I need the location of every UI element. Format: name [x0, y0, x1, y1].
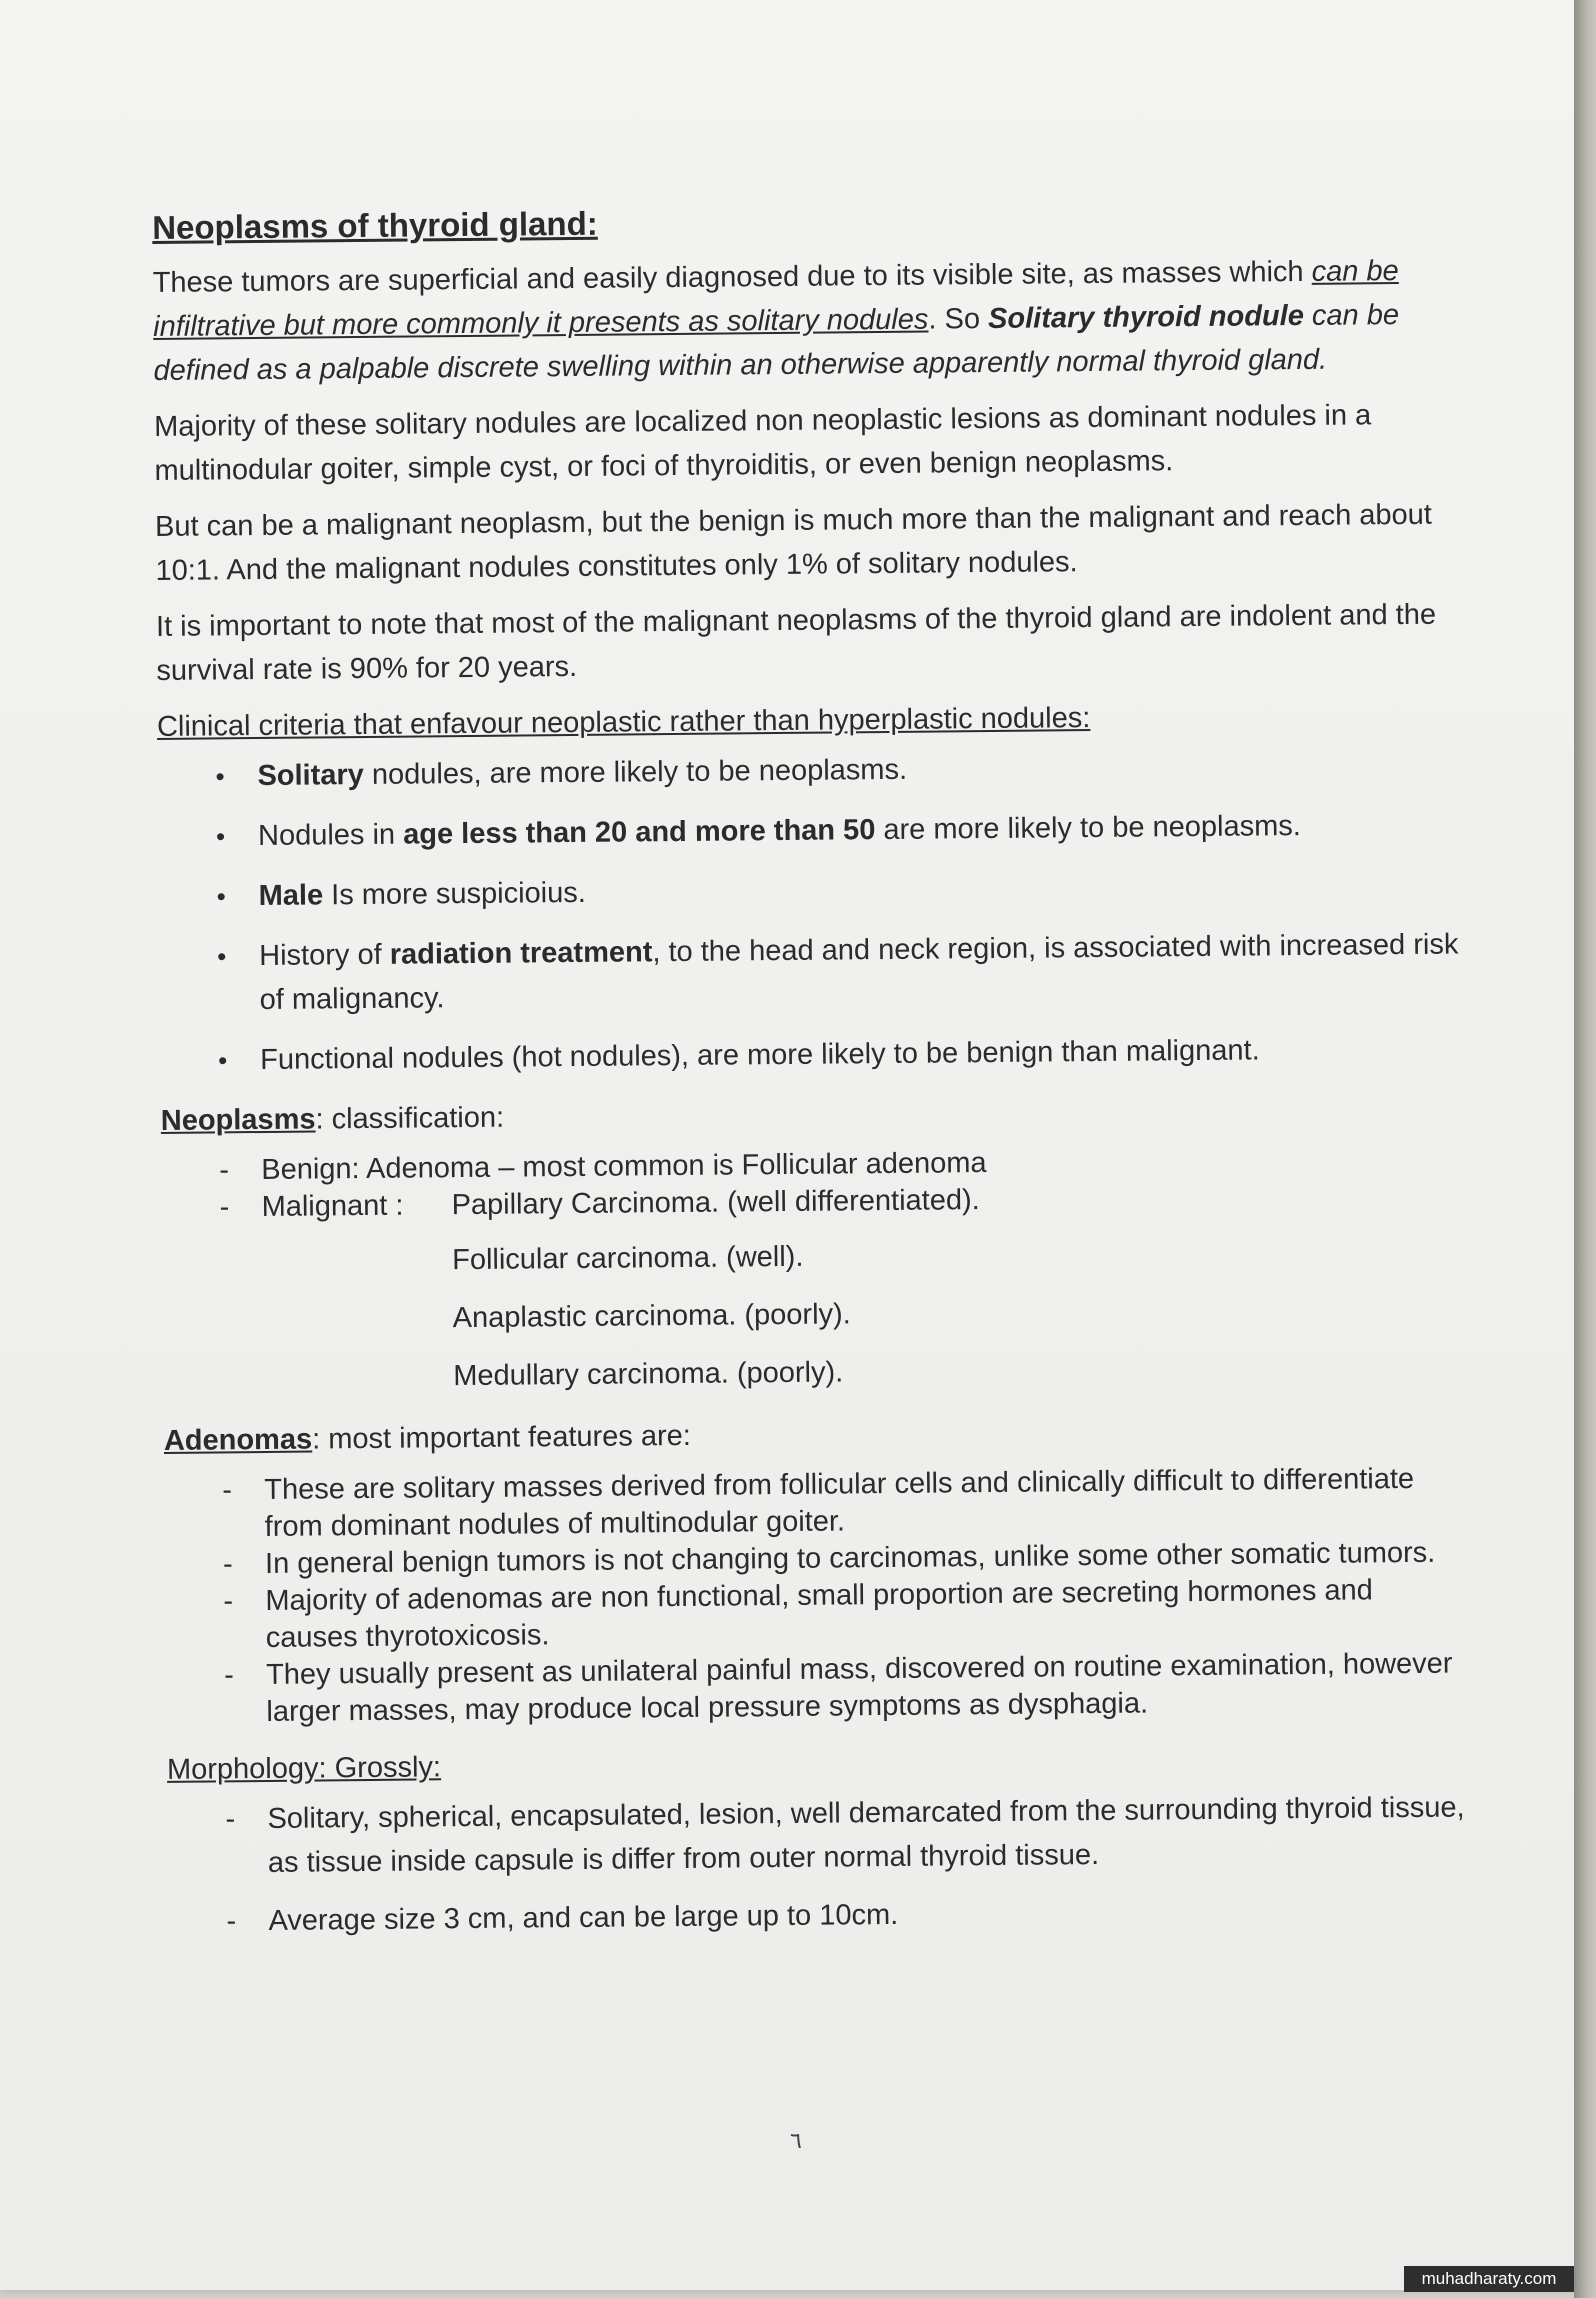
- criteria-text: Functional nodules (hot nodules), are more likely to be benign than malignant.: [260, 1034, 1260, 1076]
- malignant-type: Anaplastic carcinoma. (poorly).: [452, 1298, 851, 1335]
- criteria-item: [216, 862, 1458, 918]
- intro-text-3: . So: [928, 302, 989, 336]
- criteria-title: Clinical criteria that enfavour neoplastic rather than hyperplastic nodules:: [156, 702, 1091, 743]
- criteria-item: [216, 802, 1458, 858]
- criteria-bold: age less than 20 and more than 50: [402, 814, 876, 851]
- malignant-sublist: [162, 1228, 1463, 1400]
- criteria-text: Is more suspicioius.: [322, 876, 586, 912]
- adenomas-title: [164, 1406, 1464, 1462]
- morphology-title: Morphology: Grossly:: [166, 1751, 442, 1786]
- criteria-text: History of: [259, 938, 390, 973]
- criteria-bold: radiation treatment: [389, 936, 653, 971]
- intro-underlined-text: can be infiltrative but more commonly it presents as solitary nodules: [153, 255, 1399, 343]
- malignant-type: Follicular carcinoma. (well).: [451, 1240, 804, 1277]
- document-body: [152, 193, 1469, 1958]
- intro-bold-term: Solitary thyroid nodule: [987, 299, 1305, 335]
- classification-list: [161, 1140, 1462, 1226]
- criteria-text: , to the head and neck region, is associated with increased risk of malignancy.: [259, 928, 1459, 1017]
- page-edge-shadow: [1574, 0, 1596, 2298]
- malignant-type: Papillary Carcinoma. (well differentiated).: [451, 1184, 980, 1222]
- adenomas-title-rest: : most important features are:: [311, 1419, 692, 1456]
- criteria-item: [218, 1026, 1460, 1082]
- watermark-label: muhadharaty.com: [1404, 2266, 1574, 2292]
- paragraph-survival: It is important to note that most of the malignant neoplasms of the thyroid gland are indolent and the survival rate is 90% for 20 years.: [155, 598, 1437, 687]
- criteria-bold: Solitary: [257, 758, 365, 793]
- intro-text-1: These tumors are superficial and easily diagnosed due to its visible site, as masses which: [152, 255, 1312, 299]
- morphology-item: - Average size 3 cm, and can be large up to 10cm.: [226, 1887, 1468, 1943]
- criteria-item: [215, 742, 1457, 798]
- classification-title: [161, 1086, 1461, 1142]
- morphology-item: - Solitary, spherical, encapsulated, lesion, well demarcated from the surrounding thyroid tissue, as tissue inside capsule is differ from outer normal thyroid tissue.: [225, 1785, 1468, 1885]
- criteria-text: Nodules in: [257, 818, 404, 853]
- classification-title-rest: : classification:: [315, 1101, 505, 1136]
- criteria-list: [157, 742, 1460, 1082]
- malignant-type: Medullary carcinoma. (poorly).: [453, 1356, 844, 1393]
- morphology-list: [167, 1785, 1468, 1943]
- adenoma-feature: - These are solitary masses derived from follicular cells and clinically difficult to differentiate from dominant nodules of multinodular goiter.: [222, 1460, 1465, 1546]
- adenoma-feature: - Majority of adenomas are non functional, small proportion are secreting hormones and causes thyrotoxicosis.: [223, 1571, 1466, 1657]
- criteria-text: nodules, are more likely to be neoplasms.: [363, 753, 908, 791]
- classification-benign: - Benign: Adenoma – most common is Follicular adenoma: [219, 1140, 1461, 1189]
- intro-paragraph: [153, 249, 1454, 393]
- classification-title-bold: Neoplasms: [160, 1103, 316, 1137]
- page-number: ٦: [790, 2128, 802, 2153]
- document-heading: Neoplasms of thyroid gland:: [152, 204, 598, 246]
- criteria-text: are more likely to be neoplasms.: [875, 810, 1302, 847]
- adenoma-feature: - They usually present as unilateral painful mass, discovered on routine examination, however larger masses, may produce local pressure symptoms as dysphagia.: [224, 1645, 1467, 1731]
- adenomas-list: [164, 1460, 1466, 1731]
- malignant-label: - Malignant :: [261, 1189, 404, 1223]
- paragraph-malignant-ratio: But can be a malignant neoplasm, but the benign is much more than the malignant and reach about 10:1. And the malignant nodules constitutes only 1% of solitary nodules.: [154, 498, 1433, 587]
- criteria-bold: Male: [258, 879, 324, 913]
- adenomas-title-bold: Adenomas: [163, 1423, 313, 1457]
- intro-definition: can be defined as a palpable discrete swelling within an otherwise apparently normal thyroid gland.: [153, 299, 1400, 387]
- adenoma-feature: - In general benign tumors is not changing to carcinomas, unlike some other somatic tumors.: [223, 1534, 1465, 1583]
- criteria-item: [217, 922, 1460, 1022]
- paragraph-majority: Majority of these solitary nodules are localized non neoplastic lesions as dominant nodules in a multinodular goiter, simple cyst, or foci of thyroiditis, or even benign neoplasms.: [153, 399, 1372, 487]
